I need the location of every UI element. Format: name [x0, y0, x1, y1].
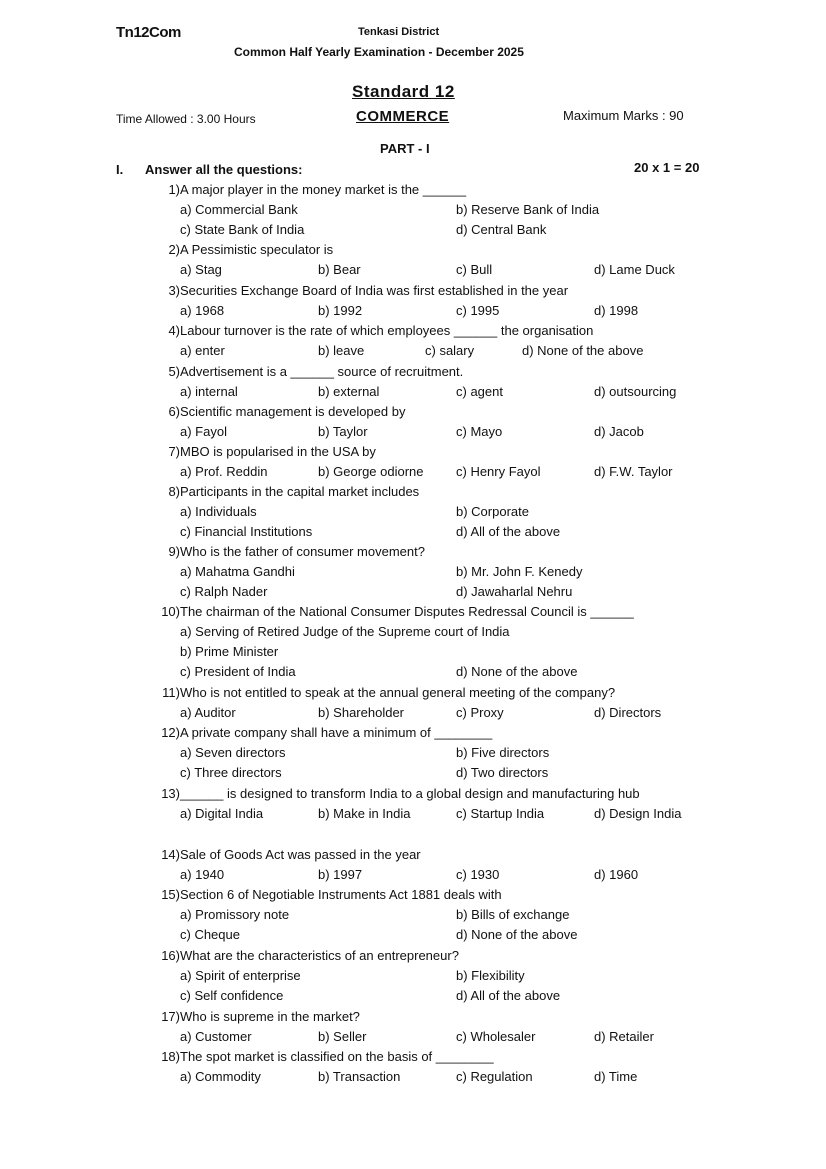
- section-number: I.: [116, 162, 124, 177]
- question-text: Scientific management is developed by: [180, 404, 406, 419]
- option-b: b) George odiorne: [318, 464, 424, 479]
- question-number: 2): [168, 242, 180, 257]
- question-text: What are the characteristics of an entrepreneur?: [180, 948, 459, 963]
- question-text: A Pessimistic speculator is: [180, 242, 334, 257]
- option-b: b) Flexibility: [456, 968, 525, 983]
- question-number: 13): [161, 786, 180, 801]
- option-c: c) Wholesaler: [456, 1029, 536, 1044]
- question-number: 8): [168, 484, 180, 499]
- option-b: b) Mr. John F. Kenedy: [456, 564, 583, 579]
- question-2: [144, 240, 714, 280]
- question-text: ______ is designed to transform India to a global design and manufacturing hub: [180, 786, 640, 801]
- option-c: c) State Bank of India: [180, 222, 305, 237]
- option-c: c) Ralph Nader: [180, 584, 268, 599]
- question-text: Securities Exchange Board of India was first established in the year: [180, 283, 569, 298]
- option-a: a) Promissory note: [180, 907, 290, 922]
- option-c: c) Three directors: [180, 765, 282, 780]
- question-text: Section 6 of Negotiable Instruments Act 1881 deals with: [180, 887, 502, 902]
- section-title: Answer all the questions:: [145, 162, 303, 177]
- option-c: c) President of India: [180, 664, 296, 679]
- question-number: 17): [161, 1009, 180, 1024]
- option-a: a) Mahatma Gandhi: [180, 564, 295, 579]
- question-text: Advertisement is a ______ source of recruitment.: [180, 364, 464, 379]
- option-d: d) Central Bank: [456, 222, 547, 237]
- question-5: [144, 362, 714, 402]
- option-a: a) 1940: [180, 867, 225, 882]
- option-c: c) Cheque: [180, 927, 240, 942]
- question-number: 5): [168, 364, 180, 379]
- question-4: [144, 321, 714, 361]
- option-d: d) None of the above: [522, 343, 644, 358]
- option-d: d) Jawaharlal Nehru: [456, 584, 573, 599]
- question-text: Participants in the capital market includes: [180, 484, 420, 499]
- site-watermark: Tn12Com: [116, 24, 181, 41]
- option-a: a) internal: [180, 384, 238, 399]
- question-number: 18): [161, 1049, 180, 1064]
- option-a: a) Stag: [180, 262, 222, 277]
- question-number: 16): [161, 948, 180, 963]
- option-c: c) 1930: [456, 867, 500, 882]
- option-b: b) Shareholder: [318, 705, 404, 720]
- question-number: 3): [168, 283, 180, 298]
- option-c: c) Self confidence: [180, 988, 284, 1003]
- option-a: a) Digital India: [180, 806, 264, 821]
- question-number: 11): [162, 685, 180, 700]
- question-17: [144, 1007, 714, 1047]
- section-marks: 20 x 1 = 20: [634, 160, 700, 175]
- option-d: d) 1998: [594, 303, 639, 318]
- option-a: a) 1968: [180, 303, 225, 318]
- option-a: a) Spirit of enterprise: [180, 968, 301, 983]
- question-7: [144, 442, 714, 482]
- option-a: a) Seven directors: [180, 745, 286, 760]
- subject-heading: COMMERCE: [356, 108, 450, 125]
- option-a: a) Fayol: [180, 424, 227, 439]
- question-10: [144, 602, 714, 682]
- option-c: c) Financial Institutions: [180, 524, 313, 539]
- question-number: 7): [168, 444, 180, 459]
- question-text: A private company shall have a minimum of ________: [180, 725, 493, 740]
- question-14: [144, 845, 714, 885]
- option-b: b) external: [318, 384, 380, 399]
- option-d: d) F.W. Taylor: [594, 464, 673, 479]
- question-text: Labour turnover is the rate of which employees ______ the organisation: [180, 323, 594, 338]
- option-b: b) Five directors: [456, 745, 550, 760]
- standard-heading: Standard 12: [352, 82, 455, 101]
- option-d: d) All of the above: [456, 988, 561, 1003]
- option-c: c) salary: [425, 343, 475, 358]
- question-number: 1): [168, 182, 180, 197]
- option-d: d) outsourcing: [594, 384, 677, 399]
- option-a: a) Customer: [180, 1029, 252, 1044]
- option-b: b) Reserve Bank of India: [456, 202, 600, 217]
- question-text: The chairman of the National Consumer Disputes Redressal Council is ______: [180, 604, 634, 619]
- question-text: Who is not entitled to speak at the annual general meeting of the company?: [180, 685, 616, 700]
- question-number: 9): [168, 544, 180, 559]
- option-c: c) Mayo: [456, 424, 503, 439]
- option-a: a) Commercial Bank: [180, 202, 298, 217]
- option-d: d) 1960: [594, 867, 639, 882]
- question-text: Who is supreme in the market?: [180, 1009, 360, 1024]
- option-a: a) Serving of Retired Judge of the Supreme court of India: [180, 624, 510, 639]
- question-number: 6): [168, 404, 180, 419]
- option-c: c) Regulation: [456, 1069, 533, 1084]
- maximum-marks: Maximum Marks : 90: [563, 108, 684, 123]
- option-d: d) Design India: [594, 806, 682, 821]
- option-c: c) Proxy: [456, 705, 504, 720]
- option-b: b) Prime Minister: [180, 644, 279, 659]
- question-text: MBO is popularised in the USA by: [180, 444, 376, 459]
- option-d: d) Jacob: [594, 424, 644, 439]
- option-d: d) None of the above: [456, 927, 578, 942]
- question-3: [144, 281, 714, 321]
- question-number: 15): [161, 887, 180, 902]
- question-16: [144, 946, 714, 1006]
- question-text: The spot market is classified on the basis of ________: [180, 1049, 494, 1064]
- option-c: c) agent: [456, 384, 503, 399]
- option-b: b) Bear: [318, 262, 361, 277]
- exam-title: Common Half Yearly Examination - December 2025: [234, 45, 524, 59]
- question-8: [144, 482, 714, 542]
- option-b: b) 1992: [318, 303, 363, 318]
- option-b: b) Taylor: [318, 424, 368, 439]
- option-a: a) Commodity: [180, 1069, 261, 1084]
- question-6: [144, 402, 714, 442]
- option-d: d) Lame Duck: [594, 262, 675, 277]
- option-d: d) Two directors: [456, 765, 549, 780]
- option-a: a) Auditor: [180, 705, 236, 720]
- question-12: [144, 723, 714, 783]
- option-b: b) Seller: [318, 1029, 367, 1044]
- option-b: b) leave: [318, 343, 365, 358]
- question-text: A major player in the money market is the ______: [180, 182, 467, 197]
- option-b: b) Corporate: [456, 504, 529, 519]
- option-d: d) All of the above: [456, 524, 561, 539]
- question-number: 10): [161, 604, 180, 619]
- option-a: a) Individuals: [180, 504, 257, 519]
- question-number: 4): [168, 323, 180, 338]
- district-name: Tenkasi District: [358, 26, 440, 38]
- question-number: 14): [161, 847, 180, 862]
- question-text: Who is the father of consumer movement?: [180, 544, 425, 559]
- part-title: PART - I: [380, 141, 430, 156]
- option-d: d) Retailer: [594, 1029, 654, 1044]
- option-b: b) 1997: [318, 867, 363, 882]
- option-b: b) Bills of exchange: [456, 907, 570, 922]
- question-1: [144, 180, 714, 240]
- option-c: c) Henry Fayol: [456, 464, 541, 479]
- question-number: 12): [161, 725, 180, 740]
- question-15: [144, 885, 714, 945]
- question-9: [144, 542, 714, 602]
- option-d: d) Directors: [594, 705, 662, 720]
- option-c: c) 1995: [456, 303, 500, 318]
- option-b: b) Make in India: [318, 806, 411, 821]
- question-13: [144, 784, 714, 824]
- option-b: b) Transaction: [318, 1069, 401, 1084]
- option-c: c) Bull: [456, 262, 493, 277]
- question-18: [144, 1047, 714, 1087]
- option-d: d) None of the above: [456, 664, 578, 679]
- time-allowed: Time Allowed : 3.00 Hours: [116, 112, 256, 126]
- option-c: c) Startup India: [456, 806, 545, 821]
- option-a: a) Prof. Reddin: [180, 464, 268, 479]
- question-11: [144, 683, 714, 723]
- option-d: d) Time: [594, 1069, 638, 1084]
- option-a: a) enter: [180, 343, 225, 358]
- question-text: Sale of Goods Act was passed in the year: [180, 847, 421, 862]
